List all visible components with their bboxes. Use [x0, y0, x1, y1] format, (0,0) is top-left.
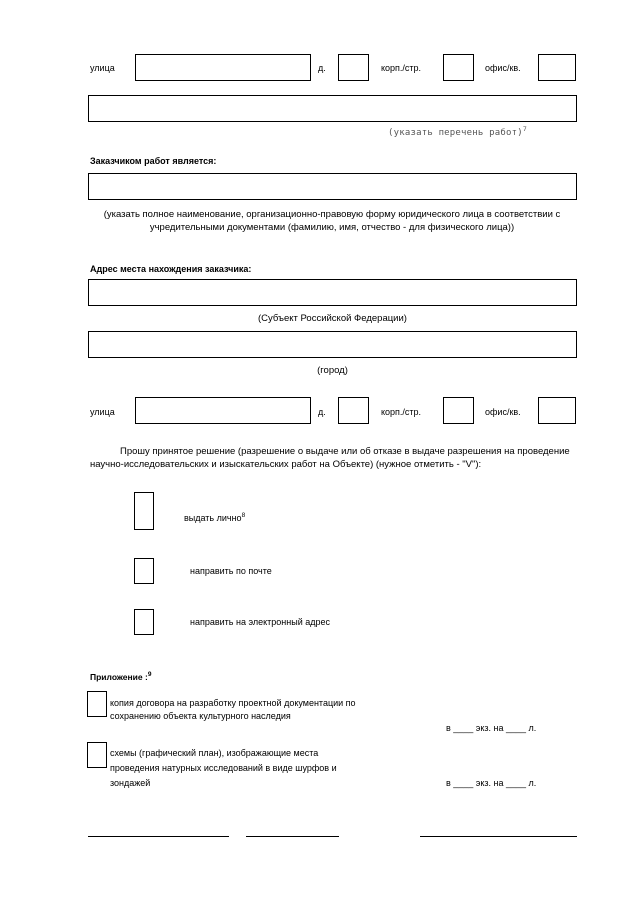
appendix-item-2-copies: в ____ экз. на ____ л.: [446, 778, 537, 788]
option-post-label: направить по почте: [190, 566, 272, 576]
office-input-2[interactable]: [538, 397, 576, 424]
signature-line-position[interactable]: [88, 836, 229, 837]
appendix-item-1-line-1: копия договора на разработку проектной документации по: [110, 698, 356, 708]
appendix-item-1-line-2: сохранению объекта культурного наследия: [110, 711, 291, 721]
appendix-item-1-checkbox[interactable]: [87, 691, 107, 717]
region-hint: (Субъект Российской Федерации): [258, 313, 407, 324]
appendix-item-2-line-2: проведения натурных исследований в виде шурфов и: [110, 763, 337, 773]
signature-line-signature[interactable]: [246, 836, 339, 837]
option-email-label: направить на электронный адрес: [190, 617, 330, 627]
customer-hint: (указать полное наименование, организационно-правовую форму юридического лица в соответствии с учредительными документами (фамилию, имя, отчество - для физического лица)): [103, 209, 561, 233]
building-input[interactable]: [443, 54, 474, 81]
customer-address-heading: Адрес места нахождения заказчика:: [90, 264, 252, 274]
request-text: Прошу принятое решение (разрешение о выдаче или об отказе в выдаче разрешения на проведение научно-исследовательских и изыскательских работ на Объекте) (нужное отметить - "V"):: [90, 446, 570, 470]
building-label: корп./стр.: [381, 63, 422, 73]
option-in-person-checkbox[interactable]: [134, 492, 154, 530]
house-input-2[interactable]: [338, 397, 369, 424]
appendix-heading: [90, 671, 151, 683]
street-input[interactable]: [135, 54, 311, 81]
appendix-item-1-copies: в ____ экз. на ____ л.: [446, 723, 537, 733]
option-email-checkbox[interactable]: [134, 609, 154, 635]
region-input[interactable]: [88, 279, 577, 306]
house-label-2: д.: [318, 407, 326, 417]
option-in-person-label: выдать лично: [184, 513, 242, 523]
house-label: д.: [318, 63, 326, 73]
works-hint: [388, 125, 527, 138]
house-input[interactable]: [338, 54, 369, 81]
works-hint-text: (указать перечень работ): [388, 128, 523, 138]
street-input-2[interactable]: [135, 397, 311, 424]
signature-line-name[interactable]: [420, 836, 577, 837]
appendix-heading-text: Приложение :: [90, 672, 148, 682]
customer-input[interactable]: [88, 173, 577, 200]
office-label: офис/кв.: [485, 63, 521, 73]
city-input[interactable]: [88, 331, 577, 358]
footnote-9: 9: [147, 671, 152, 679]
customer-heading: Заказчиком работ является:: [90, 156, 217, 166]
building-label-2: корп./стр.: [381, 407, 422, 417]
building-input-2[interactable]: [443, 397, 474, 424]
footnote-8: 8: [241, 512, 246, 519]
appendix-item-2-line-3: зондажей: [110, 778, 151, 788]
street-label: улица: [90, 63, 115, 73]
appendix-item-2-checkbox[interactable]: [87, 742, 107, 768]
city-hint: (город): [317, 365, 348, 376]
works-input[interactable]: [88, 95, 577, 122]
option-in-person: [184, 512, 245, 524]
footnote-7: 7: [522, 125, 527, 133]
office-input[interactable]: [538, 54, 576, 81]
appendix-item-2-line-1: схемы (графический план), изображающие места: [110, 748, 319, 758]
option-post-checkbox[interactable]: [134, 558, 154, 584]
street-label-2: улица: [90, 407, 115, 417]
office-label-2: офис/кв.: [485, 407, 521, 417]
